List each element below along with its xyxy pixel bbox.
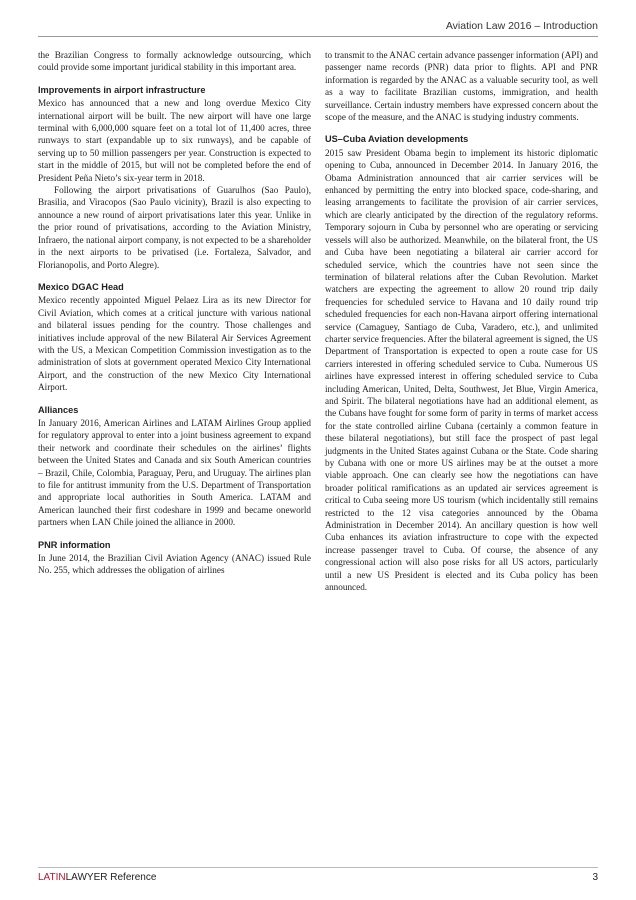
paragraph: Following the airport privatisations of Guarulhos (Sao Paulo), Brasilia, and Viracopos (Sao Paulo vicinity), Brazil is also expecting to announce a new round of airport privatisations later this year. Unlike in the prior round of privatisations, according to the Aviation Ministry, Infraero, the national airport company, is not expected to be a shareholder in the next airports to be privatised (i.e. Fortaleza, Salvador, and Florianopolis, and Porto Alegre). bbox=[38, 185, 311, 270]
section-heading: Alliances bbox=[38, 404, 79, 415]
paragraph: 2015 saw President Obama begin to implement its historic diplomatic opening to Cuba, announced in December 2014. In January 2016, the Obama Administration announced that air carrier services will be enhanced by permitting the entry into blocked space, code-sharing, and leasing arrangements to facilitate the provision of air carrier services, which are clearly anticipated by the direction of the regulatory reforms. Temporary sojourn in Cuba by personnel who are operating or servicing vessels will also be authorized. Meanwhile, on the bilateral front, the US and Cuba have been negotiating a bilateral air carrier accord for scheduled service, which the countries have not seen since the termination of bilateral relations after the Cuban Revolution. Market watchers are expecting the agreement to allow 20 round trip daily frequencies for scheduled service to Havana and 10 daily round trip scheduled frequencies for each non-Havana airport offering international service (Camaguey, Santiago de Cuba, Varadero, etc.), and unlimited charter service frequencies. After the bilateral agreement is signed, the US Department of Transportation is expected to open a route case for US carriers interested in offering scheduled service to Cuba. Numerous US airlines have expressed interest in offering scheduled service to Cuba including American, United, Delta, Southwest, Jet Blue, Virgin America, and Spirit. The bilateral negotiations have had an additional element, as the Cubans have fought for some form of parity in terms of market access for the state controlled airline Cubana (certainly a common feature in these bilateral negotiations), but still face the prospect of past legal judgments in the United States against Cubana or the State. Code sharing by Cubana with one or more US airlines may be at the outset a more viable approach. One can clearly see how the negotiations can have broader political ramifications as an updated air services agreement is critical to Cuba seeing more US tourism (which incidentally still remains restricted to the 12 visa categories announced by the Obama Administration in December 2014). An ancillary question is how well Cuba enhances its aviation infrastructure to cope with the expected increase passenger travel to Cuba. Of course, the absence of any congressional action will also pose risks for all US actors, particularly until a new US President is elected and its Cuba policy has been announced. bbox=[325, 147, 598, 593]
paragraph: to transmit to the ANAC certain advance passenger information (API) and passenger name records (PNR) data prior to flights. API and PNR information is regarded by the ANAC as a valuable security tool, as well as a way to facilitate Brazilian customs, immigration, and health surveillance. Certain industry members have expressed concern about the scope of the measure, and the ANAC is studying industry comments. bbox=[325, 50, 598, 123]
paragraph: the Brazilian Congress to formally acknowledge outsourcing, which could provide some important juridical stability in this important area. bbox=[38, 50, 311, 73]
running-header: Aviation Law 2016 – Introduction bbox=[445, 20, 598, 32]
section-heading: Mexico DGAC Head bbox=[38, 281, 124, 292]
brand-suffix: Reference bbox=[110, 872, 157, 883]
left-column bbox=[38, 49, 311, 577]
paragraph: In January 2016, American Airlines and LATAM Airlines Group applied for regulatory approval to enter into a joint business agreement to expand their network and coordinate their schedules on the airlines’ flights between the United States and Canada and six South American countries – Brazil, Chile, Colombia, Paraguay, Peru, and Uruguay. The airlines plan to file for antitrust immunity from the U.S. Department of Transportation and appropriate local authorities in South America. LATAM and American launched their first codeshare in 1999 and became oneworld partners when LAN Chile joined the alliance in 2000. bbox=[38, 417, 311, 528]
brand-latin: LATIN bbox=[38, 872, 66, 883]
right-column bbox=[325, 49, 598, 593]
page-number: 3 bbox=[592, 872, 598, 883]
paragraph: Mexico has announced that a new and long overdue Mexico City international airport will be built. The new airport will have one large terminal with 6,000,000 square feet on a total lot of 11,400 acres, three runways to start (expandable up to six runways), and be capable of serving up to 50 million passengers per year. Construction is expected to start in the middle of 2015, but will not be completed before the end of President Peña Nieto’s six-year term in 2018. bbox=[38, 98, 311, 183]
footer-divider bbox=[38, 867, 598, 868]
section-heading: PNR information bbox=[38, 539, 111, 550]
section-heading: Improvements in airport infrastructure bbox=[38, 84, 206, 95]
footer-brand bbox=[38, 872, 156, 883]
header-divider bbox=[38, 36, 598, 37]
paragraph: In June 2014, the Brazilian Civil Aviation Agency (ANAC) issued Rule No. 255, which addresses the obligation of airlines bbox=[38, 553, 311, 576]
brand-lawyer: LAWYER bbox=[65, 872, 108, 883]
section-heading: US–Cuba Aviation developments bbox=[325, 134, 469, 145]
paragraph: Mexico recently appointed Miguel Pelaez Lira as its new Director for Civil Aviation, which comes at a critical juncture with various national and bilateral issues pending for the country. Those challenges and initiatives include approval of the new Bilateral Air Services Agreement with the US, a Mexican Competition Commission investigation as to the administration of slots at government operated Mexico City International Airport, and the construction of the new Mexico City International Airport. bbox=[38, 295, 311, 393]
